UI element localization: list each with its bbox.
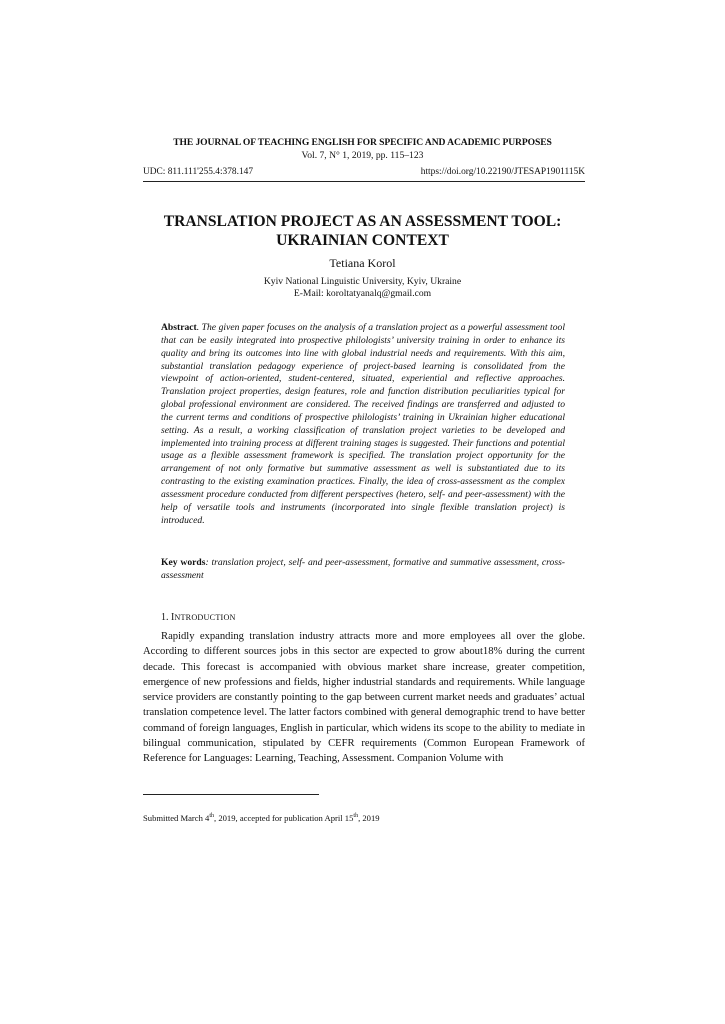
header-divider (143, 181, 585, 182)
footnote-sup-1: th (209, 813, 215, 820)
author-email[interactable]: E-Mail: koroltatyanalq@gmail.com (293, 288, 432, 299)
udc-code: UDC: 811.111'255.4:378.147 (143, 167, 254, 177)
author-affiliation-block (150, 276, 575, 300)
footnote-part-3: , 2019 (358, 813, 380, 823)
section-heading (161, 612, 236, 623)
affiliation: Kyiv National Linguistic University, Kyiv, Ukraine (263, 276, 462, 287)
keywords (161, 557, 565, 583)
author-name: Tetiana Korol (329, 256, 396, 270)
footnote-divider (143, 794, 319, 795)
volume-line: Vol. 7, N° 1, 2019, pp. 115–123 (301, 150, 424, 161)
title-line-1: TRANSLATION PROJECT AS AN ASSESSMENT TOOL: (163, 213, 562, 230)
keywords-text: : translation project, self- and peer-assessment, formative and summative assessment, cross-assessment (161, 557, 566, 581)
title-line-2: UKRAINIAN CONTEXT (276, 232, 449, 249)
section-name: NTRODUCTION (174, 613, 236, 622)
section-number: 1. I (161, 612, 175, 623)
doi-link[interactable]: https://doi.org/10.22190/JTESAP1901115K (420, 167, 585, 177)
footnote-part-2: , 2019, accepted for publication April 15 (214, 813, 354, 823)
submission-footnote (143, 813, 380, 823)
abstract-label: Abstract (161, 322, 197, 333)
journal-title: THE JOURNAL OF TEACHING ENGLISH FOR SPECIFIC AND ACADEMIC PURPOSES (173, 137, 552, 148)
meta-row (143, 167, 585, 179)
footnote-part-1: Submitted March 4 (143, 813, 210, 823)
body-paragraph: Rapidly expanding translation industry attracts more and more employees all over the globe. According to different sources jobs in this sector are expected to grow about18% during the current decade. This forecast is accompanied with obvious market share increase, greater competition, emergence of new professions and fields, higher industrial standards and requirements. While language service providers are constantly pointing to the gap between current market needs and graduates’ actual translation competence level. The latter factors combined with general demographic trend to have better command of foreign languages, English in particular, which widens its scope to the ability to mediate in bilingual communication, stipulated by CEFR requirements (Common European Framework of Reference for Languages: Learning, Teaching, Assessment. Companion Volume with (143, 631, 585, 765)
footnote-sup-2: th (353, 813, 359, 820)
paper-title (150, 212, 575, 250)
abstract-text: . The given paper focuses on the analysis of a translation project as a powerful assessment tool that can be easily integrated into prospective philologists’ university training in order to enhance its quality and bring its outcomes into line with global industrial needs and requirements. With this aim, substantial translation pedagogy experience of project-based learning is consolidated from the viewpoint of action-oriented, student-centered, situated, experiential and reflective approaches. Translation project properties, design features, role and function distribution peculiarities typical for global professional environment are considered. The received findings are transferred and adjusted to the current terms and conditions of prospective philologists’ training in Ukrainian higher educational setting. As a result, a working classification of translation project varieties to be developed and implemented into training process at different training stages is suggested. Their functions and potential usage as a flexible assessment framework is specified. The translation project opportunity for the arrangement of not only formative but summative assessment as well is substantiated due to its contrasting to the existing examination practices. Finally, the idea of cross-assessment as the complex assessment procedure conducted from different perspectives (hetero, self- and peer-assessment) with the help of versatile tools and instruments (incorporated into single flexible translation project) is introduced. (161, 322, 565, 526)
keywords-label: Key words (161, 557, 206, 568)
abstract (161, 322, 565, 528)
